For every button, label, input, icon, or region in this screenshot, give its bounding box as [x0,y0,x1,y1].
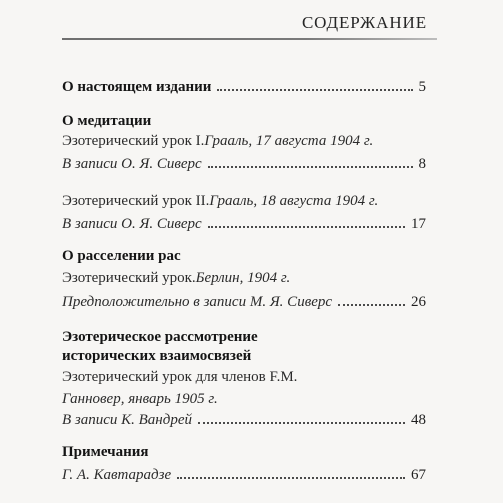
toc-entry-notes-line1[interactable] [62,465,426,485]
dot-leader [338,304,405,306]
entry-text: Эзотерический урок. [62,270,196,286]
entry-place-date: Грааль, 17 августа 1904 г. [204,133,374,149]
entry-recorder: В записи О. Я. Сиверс [62,156,202,172]
page-number: 5 [418,79,426,95]
entry-place-date: Берлин, 1904 г. [195,270,291,286]
toc-section-meditation[interactable] [62,111,426,131]
title-rule [62,38,437,40]
entry-recorder: В записи О. Я. Сиверс [62,216,202,232]
dot-leader [217,89,412,91]
toc-entry-races-line2[interactable] [62,292,426,312]
page-number: 26 [411,294,426,310]
dot-leader [208,166,413,168]
page-title: СОДЕРЖАНИЕ [301,13,427,32]
dot-leader [208,226,405,228]
entry-text: Эзотерический урок II. [62,193,210,209]
toc-entry-historical-line3[interactable] [62,410,426,430]
section-heading: О медитации [62,113,152,129]
toc-entry-lesson-1-line2[interactable] [62,154,426,174]
toc-entry-historical-line2[interactable] [62,389,426,409]
entry-recorder: Предположительно в записи М. Я. Сиверс [62,294,333,310]
page-number: 48 [411,412,426,428]
entry-recorder: В записи К. Вандрей [62,412,192,428]
toc-entry-historical-line1[interactable] [62,367,426,387]
toc-entry-races-line1[interactable] [62,268,426,288]
toc-section-historical-heading-2[interactable] [62,346,426,366]
section-heading: Эзотерическое рассмотрение [62,329,258,345]
toc-section-races[interactable] [62,246,426,266]
toc-entry-lesson-2-line2[interactable] [62,214,426,234]
entry-place-date: Грааль, 18 августа 1904 г. [209,193,379,209]
toc-section-historical-heading-1[interactable] [62,327,426,347]
entry-text: Эзотерический урок для членов F.M. [62,369,298,385]
dot-leader [177,477,405,479]
entry-place-date: Ганновер, январь 1905 г. [62,391,218,407]
page-number: 17 [411,216,426,232]
section-heading: О расселении рас [62,248,181,264]
dot-leader [198,422,405,424]
page-number: 8 [418,156,426,172]
section-heading: О настоящем издании [62,79,212,95]
toc-entry-lesson-1-line1[interactable] [62,131,426,151]
toc-entry-about-edition[interactable] [62,77,426,97]
entry-author: Г. А. Кавтарадзе [62,467,172,483]
toc-entry-lesson-2-line1[interactable] [62,191,426,211]
section-heading: исторических взаимосвязей [62,348,252,364]
page-number: 67 [411,467,426,483]
section-heading: Примечания [62,444,149,460]
toc-section-notes[interactable] [62,442,426,462]
entry-text: Эзотерический урок I. [62,133,205,149]
